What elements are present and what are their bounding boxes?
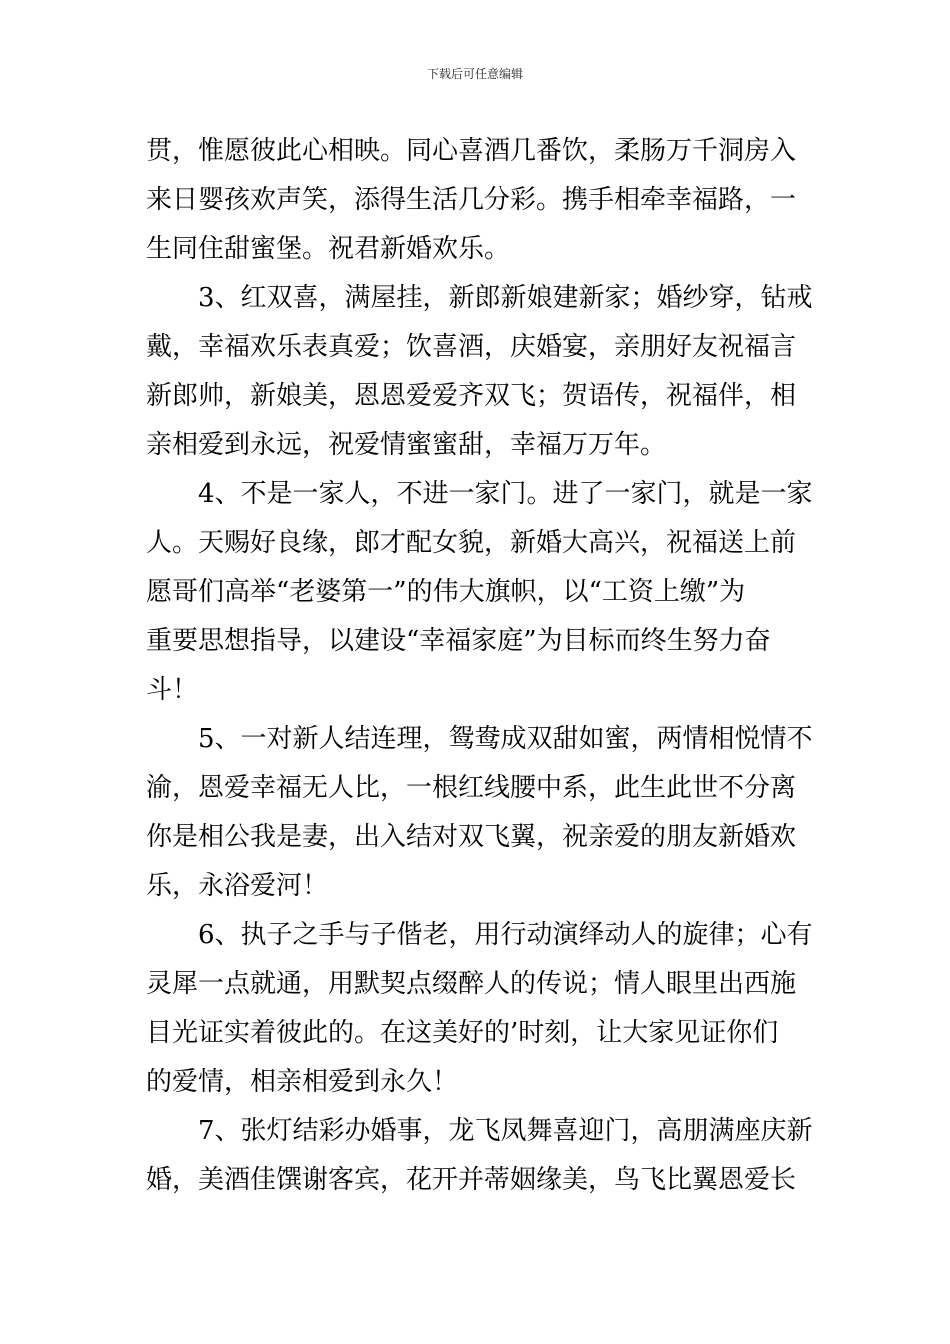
- paragraph-start-line: 4、不是一家人，不进一家门。进了一家门，就是一家: [198, 479, 813, 509]
- text-line: 乐，永浴爱河！: [146, 871, 329, 901]
- paragraph-start-line: 3、红双喜，满屋挂，新郎新娘建新家；婚纱穿，钻戒: [198, 283, 813, 313]
- document-body: [146, 127, 813, 1205]
- text-line: 目光证实着彼此的。在这美好的’时刻，让大家见证你们: [146, 1018, 779, 1048]
- text-line: 重要思想指导，以建设“幸福家庭”为目标而终生努力奋: [146, 626, 771, 656]
- text-line: 你是相公我是妻，出入结对双飞翼，祝亲爱的朋友新婚欢: [146, 822, 797, 852]
- text-line: 的爱情，相亲相爱到永久！: [146, 1067, 459, 1097]
- text-line: 新郎帅，新娘美，恩恩爱爱齐双飞；贺语传，祝福伴，相: [146, 381, 797, 411]
- text-line: 贯，惟愿彼此心相映。同心喜酒几番饮，柔肠万千洞房入: [146, 136, 797, 166]
- text-line: 生同住甜蜜堡。祝君新婚欢乐。: [146, 234, 511, 264]
- text-line: 渝，恩爱幸福无人比，一根红线腰中系，此生此世不分离: [146, 773, 797, 803]
- text-line: 斗！: [146, 675, 199, 705]
- text-line: 人。天赐好良缘，郎才配女貌，新婚大高兴，祝福送上前: [146, 528, 797, 558]
- text-line: 戴，幸福欢乐表真爱；饮喜酒，庆婚宴，亲朋好友祝福言: [146, 332, 797, 362]
- text-line: 愿哥们高举“老婆第一”的伟大旗帜，以“工资上缴”为: [146, 577, 746, 607]
- page-header: 下载后可任意编辑: [426, 67, 523, 81]
- text-line: 灵犀一点就通，用默契点缀醉人的传说；情人眼里出西施: [146, 969, 797, 999]
- paragraph-start-line: 6、执子之手与子偕老，用行动演绎动人的旋律；心有: [198, 920, 813, 950]
- text-line: 婚，美酒佳馔谢客宾，花开并蒂姻缘美，鸟飞比翼恩爱长: [146, 1165, 797, 1195]
- paragraph-start-line: 5、一对新人结连理，鸳鸯成双甜如蜜，两情相悦情不: [198, 724, 813, 754]
- paragraph-start-line: 7、张灯结彩办婚事，龙飞凤舞喜迎门，高朋满座庆新: [198, 1116, 813, 1146]
- text-line: 来日婴孩欢声笑，添得生活几分彩。携手相牵幸福路，一: [146, 185, 797, 215]
- text-line: 亲相爱到永远，祝爱情蜜蜜甜，幸福万万年。: [146, 430, 667, 460]
